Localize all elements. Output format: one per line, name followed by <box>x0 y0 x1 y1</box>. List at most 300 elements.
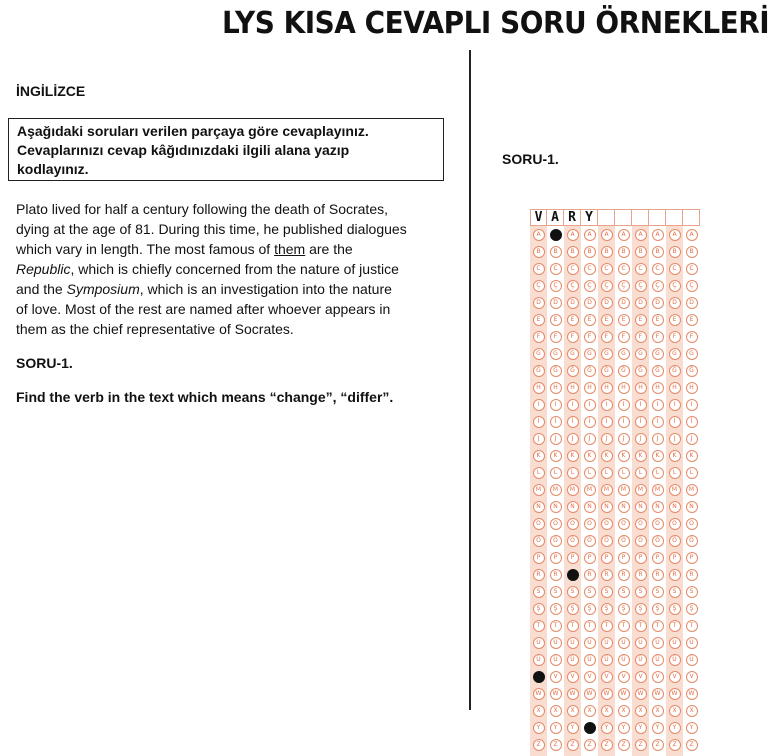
answer-bubble[interactable]: İ <box>601 416 613 428</box>
letter-box-3[interactable]: R <box>564 209 581 226</box>
answer-bubble[interactable]: Ğ <box>567 365 579 377</box>
answer-bubble[interactable]: W <box>669 688 681 700</box>
answer-bubble[interactable]: J <box>584 433 596 445</box>
answer-bubble[interactable]: İ <box>669 416 681 428</box>
answer-bubble[interactable]: O <box>567 518 579 530</box>
answer-bubble[interactable]: O <box>601 518 613 530</box>
answer-bubble[interactable]: O <box>686 518 698 530</box>
answer-bubble[interactable]: V <box>567 671 579 683</box>
answer-bubble[interactable]: X <box>669 705 681 717</box>
answer-bubble[interactable]: Ç <box>652 280 664 292</box>
answer-bubble[interactable]: W <box>635 688 647 700</box>
answer-bubble[interactable]: E <box>601 314 613 326</box>
answer-bubble[interactable]: A <box>601 229 613 241</box>
answer-bubble[interactable]: G <box>669 348 681 360</box>
answer-bubble[interactable]: F <box>618 331 630 343</box>
answer-bubble[interactable]: N <box>601 501 613 513</box>
answer-bubble[interactable]: I <box>601 399 613 411</box>
answer-bubble[interactable]: Ö <box>601 535 613 547</box>
answer-bubble[interactable]: Y <box>686 722 698 734</box>
answer-bubble[interactable]: S <box>635 586 647 598</box>
answer-bubble[interactable]: Z <box>550 739 562 751</box>
answer-bubble[interactable]: C <box>550 263 562 275</box>
answer-bubble[interactable]: P <box>567 552 579 564</box>
answer-bubble[interactable]: P <box>584 552 596 564</box>
answer-bubble[interactable]: K <box>567 450 579 462</box>
answer-bubble[interactable]: G <box>584 348 596 360</box>
answer-bubble[interactable]: A <box>669 229 681 241</box>
answer-bubble[interactable]: E <box>686 314 698 326</box>
answer-bubble[interactable]: O <box>669 518 681 530</box>
answer-bubble[interactable]: I <box>669 399 681 411</box>
filled-bubble[interactable]: R <box>567 569 579 581</box>
answer-bubble[interactable]: L <box>618 467 630 479</box>
answer-bubble[interactable]: F <box>635 331 647 343</box>
answer-bubble[interactable]: X <box>618 705 630 717</box>
answer-bubble[interactable]: S <box>686 586 698 598</box>
answer-bubble[interactable]: K <box>686 450 698 462</box>
letter-box-1[interactable]: V <box>530 209 547 226</box>
answer-bubble[interactable]: İ <box>652 416 664 428</box>
answer-bubble[interactable]: M <box>686 484 698 496</box>
answer-bubble[interactable]: E <box>550 314 562 326</box>
letter-box-4[interactable]: Y <box>581 209 598 226</box>
answer-bubble[interactable]: Ğ <box>635 365 647 377</box>
answer-bubble[interactable]: B <box>601 246 613 258</box>
answer-bubble[interactable]: S <box>652 586 664 598</box>
answer-bubble[interactable]: A <box>618 229 630 241</box>
answer-bubble[interactable]: Z <box>635 739 647 751</box>
answer-bubble[interactable]: M <box>550 484 562 496</box>
answer-bubble[interactable]: F <box>567 331 579 343</box>
answer-bubble[interactable]: J <box>567 433 579 445</box>
answer-bubble[interactable]: B <box>652 246 664 258</box>
answer-bubble[interactable]: K <box>618 450 630 462</box>
answer-bubble[interactable]: J <box>669 433 681 445</box>
answer-bubble[interactable]: Ç <box>686 280 698 292</box>
answer-bubble[interactable]: W <box>567 688 579 700</box>
answer-bubble[interactable]: Ğ <box>533 365 545 377</box>
answer-bubble[interactable]: P <box>550 552 562 564</box>
answer-bubble[interactable]: Z <box>686 739 698 751</box>
answer-bubble[interactable]: H <box>686 382 698 394</box>
answer-bubble[interactable]: C <box>584 263 596 275</box>
answer-bubble[interactable]: W <box>618 688 630 700</box>
answer-bubble[interactable]: U <box>618 637 630 649</box>
letter-box-7[interactable] <box>632 209 649 226</box>
answer-bubble[interactable]: Ş <box>601 603 613 615</box>
answer-bubble[interactable]: E <box>533 314 545 326</box>
answer-bubble[interactable]: S <box>567 586 579 598</box>
answer-bubble[interactable]: Z <box>618 739 630 751</box>
answer-bubble[interactable]: Z <box>533 739 545 751</box>
answer-bubble[interactable]: L <box>584 467 596 479</box>
answer-bubble[interactable]: İ <box>550 416 562 428</box>
answer-bubble[interactable]: G <box>686 348 698 360</box>
answer-bubble[interactable]: E <box>669 314 681 326</box>
answer-bubble[interactable]: I <box>686 399 698 411</box>
answer-bubble[interactable]: T <box>550 620 562 632</box>
answer-bubble[interactable]: M <box>652 484 664 496</box>
answer-bubble[interactable]: W <box>686 688 698 700</box>
answer-bubble[interactable]: B <box>567 246 579 258</box>
answer-bubble[interactable]: Ğ <box>686 365 698 377</box>
answer-bubble[interactable]: S <box>533 586 545 598</box>
filled-bubble[interactable]: Y <box>584 722 596 734</box>
letter-box-5[interactable] <box>598 209 615 226</box>
letter-box-9[interactable] <box>666 209 683 226</box>
answer-bubble[interactable]: J <box>550 433 562 445</box>
answer-bubble[interactable]: X <box>635 705 647 717</box>
answer-bubble[interactable]: U <box>601 637 613 649</box>
answer-bubble[interactable]: M <box>584 484 596 496</box>
answer-bubble[interactable]: R <box>618 569 630 581</box>
answer-bubble[interactable]: D <box>686 297 698 309</box>
answer-bubble[interactable]: Ö <box>550 535 562 547</box>
answer-bubble[interactable]: R <box>686 569 698 581</box>
answer-bubble[interactable]: U <box>686 637 698 649</box>
answer-bubble[interactable]: Z <box>652 739 664 751</box>
answer-bubble[interactable]: D <box>601 297 613 309</box>
answer-bubble[interactable]: F <box>686 331 698 343</box>
answer-bubble[interactable]: Ü <box>686 654 698 666</box>
answer-bubble[interactable]: R <box>533 569 545 581</box>
answer-bubble[interactable]: L <box>550 467 562 479</box>
answer-bubble[interactable]: Ş <box>550 603 562 615</box>
answer-bubble[interactable]: V <box>618 671 630 683</box>
answer-bubble[interactable]: Ü <box>584 654 596 666</box>
answer-bubble[interactable]: Ö <box>686 535 698 547</box>
answer-bubble[interactable]: F <box>652 331 664 343</box>
answer-bubble[interactable]: Ğ <box>550 365 562 377</box>
answer-bubble[interactable]: H <box>533 382 545 394</box>
answer-bubble[interactable]: Ş <box>686 603 698 615</box>
answer-bubble[interactable]: H <box>652 382 664 394</box>
answer-bubble[interactable]: V <box>601 671 613 683</box>
answer-bubble[interactable]: E <box>584 314 596 326</box>
answer-bubble[interactable]: İ <box>635 416 647 428</box>
answer-bubble[interactable]: W <box>652 688 664 700</box>
answer-bubble[interactable]: I <box>652 399 664 411</box>
letter-box-8[interactable] <box>649 209 666 226</box>
answer-bubble[interactable]: T <box>601 620 613 632</box>
answer-bubble[interactable]: Y <box>669 722 681 734</box>
answer-bubble[interactable]: Z <box>567 739 579 751</box>
answer-bubble[interactable]: D <box>635 297 647 309</box>
answer-bubble[interactable]: B <box>550 246 562 258</box>
answer-bubble[interactable]: P <box>652 552 664 564</box>
answer-bubble[interactable]: Ü <box>652 654 664 666</box>
answer-bubble[interactable]: İ <box>533 416 545 428</box>
answer-bubble[interactable]: M <box>601 484 613 496</box>
answer-bubble[interactable]: H <box>601 382 613 394</box>
answer-bubble[interactable]: Ş <box>669 603 681 615</box>
answer-bubble[interactable]: O <box>618 518 630 530</box>
answer-bubble[interactable]: M <box>567 484 579 496</box>
answer-bubble[interactable]: E <box>567 314 579 326</box>
answer-bubble[interactable]: X <box>567 705 579 717</box>
answer-bubble[interactable]: L <box>652 467 664 479</box>
answer-bubble[interactable]: U <box>652 637 664 649</box>
answer-bubble[interactable]: Ç <box>584 280 596 292</box>
answer-bubble[interactable]: C <box>601 263 613 275</box>
answer-bubble[interactable]: B <box>669 246 681 258</box>
answer-bubble[interactable]: Z <box>669 739 681 751</box>
answer-bubble[interactable]: I <box>584 399 596 411</box>
answer-bubble[interactable]: A <box>584 229 596 241</box>
answer-bubble[interactable]: R <box>669 569 681 581</box>
answer-bubble[interactable]: B <box>533 246 545 258</box>
answer-bubble[interactable]: Ş <box>618 603 630 615</box>
answer-bubble[interactable]: G <box>550 348 562 360</box>
answer-bubble[interactable]: Ü <box>669 654 681 666</box>
answer-bubble[interactable]: S <box>584 586 596 598</box>
answer-bubble[interactable]: F <box>550 331 562 343</box>
answer-bubble[interactable]: Ş <box>652 603 664 615</box>
answer-bubble[interactable]: P <box>686 552 698 564</box>
answer-bubble[interactable]: T <box>584 620 596 632</box>
answer-bubble[interactable]: J <box>533 433 545 445</box>
answer-bubble[interactable]: A <box>567 229 579 241</box>
answer-bubble[interactable]: C <box>567 263 579 275</box>
answer-bubble[interactable]: Ş <box>635 603 647 615</box>
answer-bubble[interactable]: E <box>652 314 664 326</box>
answer-bubble[interactable]: V <box>652 671 664 683</box>
answer-bubble[interactable]: Ü <box>567 654 579 666</box>
filled-bubble[interactable]: V <box>533 671 545 683</box>
answer-bubble[interactable]: Ş <box>567 603 579 615</box>
answer-bubble[interactable]: X <box>686 705 698 717</box>
answer-bubble[interactable]: U <box>635 637 647 649</box>
answer-bubble[interactable]: W <box>601 688 613 700</box>
answer-bubble[interactable]: Y <box>601 722 613 734</box>
answer-bubble[interactable]: Ç <box>567 280 579 292</box>
answer-bubble[interactable]: M <box>635 484 647 496</box>
answer-bubble[interactable]: F <box>533 331 545 343</box>
answer-bubble[interactable]: U <box>533 637 545 649</box>
answer-bubble[interactable]: M <box>618 484 630 496</box>
answer-bubble[interactable]: T <box>635 620 647 632</box>
answer-bubble[interactable]: I <box>567 399 579 411</box>
answer-bubble[interactable]: W <box>533 688 545 700</box>
answer-bubble[interactable]: C <box>533 263 545 275</box>
answer-bubble[interactable]: N <box>533 501 545 513</box>
answer-bubble[interactable]: S <box>618 586 630 598</box>
answer-bubble[interactable]: İ <box>618 416 630 428</box>
answer-bubble[interactable]: Ö <box>669 535 681 547</box>
answer-bubble[interactable]: V <box>550 671 562 683</box>
answer-bubble[interactable]: N <box>686 501 698 513</box>
answer-bubble[interactable]: T <box>652 620 664 632</box>
answer-bubble[interactable]: Ü <box>618 654 630 666</box>
letter-box-2[interactable]: A <box>547 209 564 226</box>
answer-bubble[interactable]: N <box>652 501 664 513</box>
answer-bubble[interactable]: T <box>686 620 698 632</box>
answer-bubble[interactable]: X <box>584 705 596 717</box>
answer-bubble[interactable]: S <box>669 586 681 598</box>
answer-bubble[interactable]: G <box>601 348 613 360</box>
answer-bubble[interactable]: Ğ <box>601 365 613 377</box>
answer-bubble[interactable]: F <box>601 331 613 343</box>
answer-bubble[interactable]: H <box>618 382 630 394</box>
answer-bubble[interactable]: U <box>567 637 579 649</box>
answer-bubble[interactable]: N <box>618 501 630 513</box>
answer-bubble[interactable]: İ <box>686 416 698 428</box>
answer-bubble[interactable]: E <box>618 314 630 326</box>
answer-bubble[interactable]: T <box>533 620 545 632</box>
answer-bubble[interactable]: Z <box>601 739 613 751</box>
answer-bubble[interactable]: S <box>550 586 562 598</box>
answer-bubble[interactable]: C <box>618 263 630 275</box>
answer-bubble[interactable]: Ö <box>652 535 664 547</box>
answer-bubble[interactable]: K <box>533 450 545 462</box>
answer-bubble[interactable]: N <box>550 501 562 513</box>
filled-bubble[interactable]: A <box>550 229 562 241</box>
answer-bubble[interactable]: Y <box>618 722 630 734</box>
answer-bubble[interactable]: W <box>584 688 596 700</box>
answer-bubble[interactable]: P <box>601 552 613 564</box>
answer-bubble[interactable]: D <box>567 297 579 309</box>
answer-bubble[interactable]: H <box>635 382 647 394</box>
answer-bubble[interactable]: A <box>686 229 698 241</box>
answer-bubble[interactable]: G <box>533 348 545 360</box>
answer-bubble[interactable]: Ö <box>618 535 630 547</box>
answer-bubble[interactable]: C <box>635 263 647 275</box>
answer-bubble[interactable]: D <box>652 297 664 309</box>
answer-bubble[interactable]: O <box>652 518 664 530</box>
answer-bubble[interactable]: O <box>533 518 545 530</box>
answer-bubble[interactable]: K <box>652 450 664 462</box>
answer-bubble[interactable]: O <box>635 518 647 530</box>
answer-bubble[interactable]: O <box>584 518 596 530</box>
answer-bubble[interactable]: Ş <box>533 603 545 615</box>
answer-bubble[interactable]: I <box>550 399 562 411</box>
answer-bubble[interactable]: Ğ <box>618 365 630 377</box>
answer-bubble[interactable]: P <box>618 552 630 564</box>
answer-bubble[interactable]: X <box>533 705 545 717</box>
answer-bubble[interactable]: H <box>550 382 562 394</box>
answer-bubble[interactable]: Ğ <box>652 365 664 377</box>
answer-bubble[interactable]: Ğ <box>669 365 681 377</box>
answer-bubble[interactable]: L <box>669 467 681 479</box>
answer-bubble[interactable]: Ğ <box>584 365 596 377</box>
answer-bubble[interactable]: Ç <box>601 280 613 292</box>
answer-bubble[interactable]: Z <box>584 739 596 751</box>
answer-bubble[interactable]: M <box>533 484 545 496</box>
answer-bubble[interactable]: D <box>669 297 681 309</box>
answer-bubble[interactable]: İ <box>584 416 596 428</box>
answer-bubble[interactable]: P <box>533 552 545 564</box>
answer-bubble[interactable]: K <box>550 450 562 462</box>
answer-bubble[interactable]: X <box>652 705 664 717</box>
answer-bubble[interactable]: F <box>584 331 596 343</box>
answer-bubble[interactable]: U <box>669 637 681 649</box>
answer-bubble[interactable]: Ç <box>550 280 562 292</box>
answer-bubble[interactable]: V <box>635 671 647 683</box>
answer-bubble[interactable]: D <box>618 297 630 309</box>
answer-bubble[interactable]: Y <box>652 722 664 734</box>
answer-bubble[interactable]: Ö <box>584 535 596 547</box>
letter-box-10[interactable] <box>683 209 700 226</box>
answer-bubble[interactable]: K <box>584 450 596 462</box>
answer-bubble[interactable]: R <box>652 569 664 581</box>
answer-bubble[interactable]: F <box>669 331 681 343</box>
answer-bubble[interactable]: Ü <box>635 654 647 666</box>
answer-bubble[interactable]: Ö <box>635 535 647 547</box>
answer-bubble[interactable]: L <box>567 467 579 479</box>
answer-bubble[interactable]: Ö <box>533 535 545 547</box>
answer-bubble[interactable]: D <box>533 297 545 309</box>
answer-bubble[interactable]: H <box>567 382 579 394</box>
answer-bubble[interactable]: Y <box>567 722 579 734</box>
answer-bubble[interactable]: L <box>533 467 545 479</box>
answer-bubble[interactable]: K <box>669 450 681 462</box>
answer-bubble[interactable]: R <box>584 569 596 581</box>
answer-bubble[interactable]: W <box>550 688 562 700</box>
answer-bubble[interactable]: A <box>635 229 647 241</box>
answer-bubble[interactable]: H <box>584 382 596 394</box>
answer-bubble[interactable]: P <box>669 552 681 564</box>
answer-bubble[interactable]: Y <box>635 722 647 734</box>
answer-bubble[interactable]: Ç <box>635 280 647 292</box>
answer-bubble[interactable]: R <box>635 569 647 581</box>
answer-bubble[interactable]: G <box>567 348 579 360</box>
answer-bubble[interactable]: H <box>669 382 681 394</box>
answer-bubble[interactable]: C <box>652 263 664 275</box>
answer-bubble[interactable]: Ç <box>669 280 681 292</box>
answer-bubble[interactable]: V <box>686 671 698 683</box>
answer-bubble[interactable]: B <box>686 246 698 258</box>
answer-bubble[interactable]: L <box>635 467 647 479</box>
answer-bubble[interactable]: I <box>635 399 647 411</box>
letter-box-6[interactable] <box>615 209 632 226</box>
answer-bubble[interactable]: N <box>567 501 579 513</box>
answer-bubble[interactable]: V <box>669 671 681 683</box>
answer-bubble[interactable]: Y <box>533 722 545 734</box>
answer-bubble[interactable]: G <box>635 348 647 360</box>
answer-bubble[interactable]: C <box>669 263 681 275</box>
answer-bubble[interactable]: M <box>669 484 681 496</box>
answer-bubble[interactable]: U <box>584 637 596 649</box>
answer-bubble[interactable]: Ç <box>618 280 630 292</box>
answer-bubble[interactable]: K <box>601 450 613 462</box>
answer-bubble[interactable]: N <box>635 501 647 513</box>
answer-bubble[interactable]: T <box>618 620 630 632</box>
answer-bubble[interactable]: T <box>669 620 681 632</box>
answer-bubble[interactable]: C <box>686 263 698 275</box>
answer-bubble[interactable]: R <box>601 569 613 581</box>
answer-bubble[interactable]: T <box>567 620 579 632</box>
answer-bubble[interactable]: P <box>635 552 647 564</box>
answer-bubble[interactable]: I <box>618 399 630 411</box>
answer-bubble[interactable]: B <box>618 246 630 258</box>
answer-bubble[interactable]: A <box>652 229 664 241</box>
answer-bubble[interactable]: L <box>686 467 698 479</box>
answer-bubble[interactable]: G <box>652 348 664 360</box>
answer-bubble[interactable]: J <box>618 433 630 445</box>
answer-bubble[interactable]: X <box>550 705 562 717</box>
answer-bubble[interactable]: N <box>669 501 681 513</box>
answer-bubble[interactable]: Ü <box>533 654 545 666</box>
answer-bubble[interactable]: I <box>533 399 545 411</box>
answer-bubble[interactable]: Ü <box>601 654 613 666</box>
answer-bubble[interactable]: R <box>550 569 562 581</box>
answer-bubble[interactable]: U <box>550 637 562 649</box>
answer-bubble[interactable]: Ç <box>533 280 545 292</box>
answer-bubble[interactable]: S <box>601 586 613 598</box>
answer-bubble[interactable]: L <box>601 467 613 479</box>
answer-bubble[interactable]: Ü <box>550 654 562 666</box>
